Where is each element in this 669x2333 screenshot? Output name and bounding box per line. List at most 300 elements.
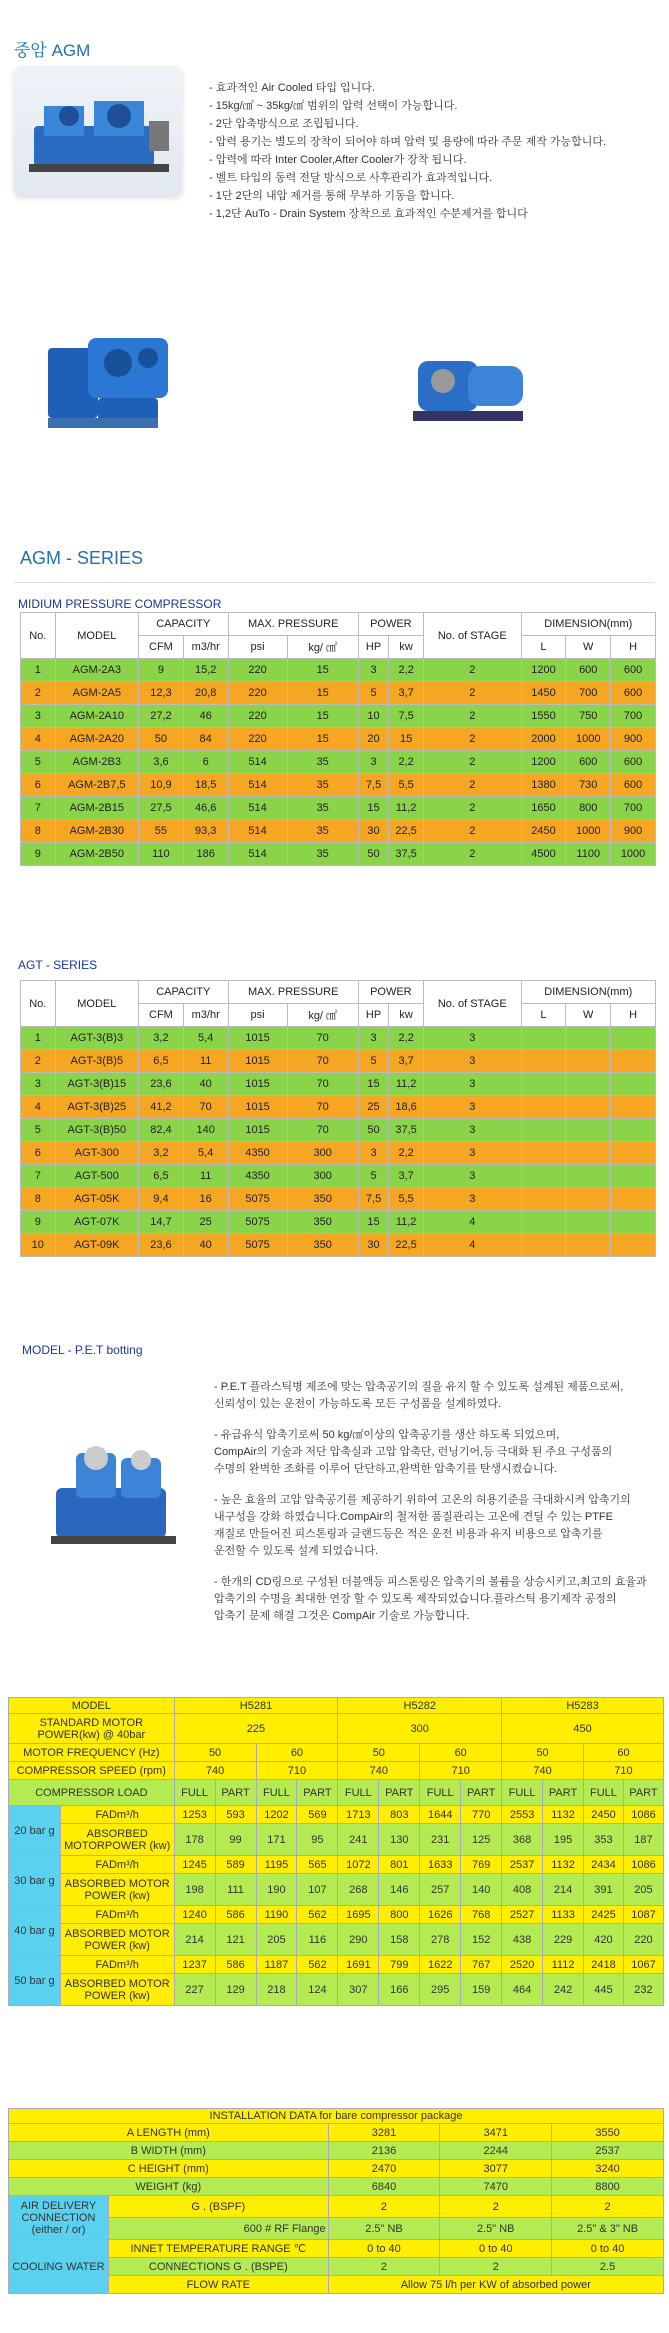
table-cell: 1: [21, 1027, 56, 1050]
absorbed-value: 146: [379, 1874, 420, 1906]
table-cell: 6,5: [139, 1165, 184, 1188]
air-row-value: 2.5" NB: [328, 2218, 440, 2240]
fad-value: 586: [215, 1956, 256, 1974]
table-cell: [611, 1234, 656, 1257]
pet-line: - 높은 효율의 고압 압축공기를 제공하기 위하여 고온의 허용기준을 극대화시켜 압축기의: [214, 1494, 631, 1506]
table-cell: [521, 1188, 566, 1211]
flow-label: FLOW RATE: [108, 2276, 328, 2294]
table-cell: 3: [423, 1188, 521, 1211]
table-cell: 27,5: [139, 797, 184, 820]
motor-power-value: 450: [502, 1714, 664, 1744]
table-cell: 5: [21, 1119, 56, 1142]
speed-value: 740: [174, 1762, 256, 1780]
table-cell: 3,6: [139, 751, 184, 774]
fad-value: 2520: [502, 1956, 543, 1974]
col-stage: No. of STAGE: [423, 981, 521, 1027]
absorbed-label: ABSORBED MOTOR POWER (kw): [60, 1874, 174, 1906]
absorbed-value: 121: [215, 1924, 256, 1956]
col-hp: HP: [358, 636, 389, 659]
table-cell: 600: [611, 682, 656, 705]
fad-value: 801: [379, 1856, 420, 1874]
fad-value: 1086: [623, 1806, 663, 1824]
install-row-value: 3077: [440, 2160, 552, 2178]
absorbed-value: 278: [420, 1924, 461, 1956]
table-cell: 2: [423, 797, 521, 820]
load-cell: PART: [461, 1780, 502, 1806]
pet-line: - 유급유식 압축기로써 50 kg/㎠이상의 압축공기를 생산 하도록 되었으며,: [214, 1429, 560, 1441]
table-cell: 5: [358, 682, 389, 705]
table-cell: 40: [183, 1234, 228, 1257]
table-cell: [521, 1142, 566, 1165]
table-cell: 5,4: [183, 1027, 228, 1050]
col-l: L: [521, 1004, 566, 1027]
cool-row-label: INNET TEMPERATURE RANGE ℃: [108, 2240, 328, 2258]
table-cell: 15: [287, 682, 358, 705]
model-label: MODEL: [9, 1698, 175, 1714]
flow-value: Allow 75 l/h per KW of absorbed power: [328, 2276, 663, 2294]
table-row: [21, 1050, 656, 1073]
table-cell: 16: [183, 1188, 228, 1211]
table-row: [21, 1211, 656, 1234]
table-cell: 220: [228, 728, 287, 751]
air-row-value: 2.5" NB: [440, 2218, 552, 2240]
table-cell: 2: [423, 659, 521, 682]
table-cell: 1200: [521, 659, 566, 682]
table-cell: 2: [21, 1050, 56, 1073]
fad-value: 1695: [338, 1906, 379, 1924]
fad-value: 2425: [584, 1906, 624, 1924]
table-cell: AGM-2B3: [55, 751, 138, 774]
absorbed-value: 190: [256, 1874, 297, 1906]
install-title: INSTALLATION DATA for bare compressor package: [9, 2109, 664, 2124]
table-cell: 11: [183, 1165, 228, 1188]
table-cell: [566, 1073, 611, 1096]
performance-table: [8, 1697, 664, 2006]
table-row: [21, 1119, 656, 1142]
col-kw: kw: [389, 636, 424, 659]
table-cell: 5075: [228, 1234, 287, 1257]
table-cell: [611, 1142, 656, 1165]
fad-value: 562: [297, 1956, 338, 1974]
compressor-image-right: [398, 326, 538, 444]
table-cell: 2: [423, 820, 521, 843]
model-h5282: H5282: [338, 1698, 502, 1714]
cool-row-value: 2: [328, 2258, 440, 2276]
table-cell: 4: [21, 728, 56, 751]
freq-value: 60: [420, 1744, 502, 1762]
table-cell: 600: [566, 659, 611, 682]
table-cell: 11: [183, 1050, 228, 1073]
freq-value: 60: [256, 1744, 338, 1762]
table-cell: 1015: [228, 1027, 287, 1050]
col-no: No.: [21, 613, 56, 659]
table-cell: AGT-500: [55, 1165, 138, 1188]
table-cell: 2,2: [389, 751, 424, 774]
table-cell: AGT-3(B)5: [55, 1050, 138, 1073]
table-cell: 1015: [228, 1119, 287, 1142]
table-cell: 18,6: [389, 1096, 424, 1119]
table-cell: [521, 1165, 566, 1188]
table-cell: 1100: [566, 843, 611, 866]
table-cell: 220: [228, 682, 287, 705]
fad-value: 1067: [623, 1956, 663, 1974]
table-cell: 20,8: [183, 682, 228, 705]
absorbed-value: 218: [256, 1974, 297, 2006]
table-cell: AGM-2B50: [55, 843, 138, 866]
table-cell: 35: [287, 820, 358, 843]
install-row-label: C HEIGHT (mm): [9, 2160, 329, 2178]
air-row-label: G . (BSPF): [108, 2196, 328, 2218]
table-cell: 84: [183, 728, 228, 751]
table-cell: 5: [21, 751, 56, 774]
absorbed-value: 124: [297, 1974, 338, 2006]
absorbed-value: 307: [338, 1974, 379, 2006]
table-cell: 3: [358, 1142, 389, 1165]
pet-line: - 한개의 CD링으로 구성된 더블액등 피스톤링은 압축기의 볼륨을 상승시키고,최고의 효율과: [214, 1576, 647, 1588]
pet-line: 재질로 만들어진 피스톤링과 글랜드등은 적은 운전 비용과 유지 비용으로 압축기를: [214, 1528, 603, 1540]
table-row: [21, 774, 656, 797]
bullet-item: - 15kg/㎠ ~ 35kg/㎠ 범위의 압력 선택이 가능합니다.: [209, 100, 458, 112]
table-cell: 1015: [228, 1073, 287, 1096]
col-psi: psi: [228, 1004, 287, 1027]
table-cell: [521, 1073, 566, 1096]
installation-table: [8, 2108, 664, 2294]
table-cell: 5,5: [389, 774, 424, 797]
speed-value: 710: [420, 1762, 502, 1780]
fad-value: 562: [297, 1906, 338, 1924]
col-pressure: MAX. PRESSURE: [228, 981, 358, 1004]
fad-label: FADm³/h: [60, 1856, 174, 1874]
speed-label: COMPRESSOR SPEED (rpm): [9, 1762, 175, 1780]
table-cell: 3: [21, 1073, 56, 1096]
table-cell: 3,2: [139, 1142, 184, 1165]
table-cell: 4: [423, 1234, 521, 1257]
absorbed-value: 99: [215, 1824, 256, 1856]
table-cell: [566, 1096, 611, 1119]
air-row-label: 600 # RF Flange: [108, 2218, 328, 2240]
table-cell: AGM-2A20: [55, 728, 138, 751]
load-cell: PART: [215, 1780, 256, 1806]
table-cell: 300: [287, 1142, 358, 1165]
table-cell: 35: [287, 797, 358, 820]
table-cell: AGM-2A5: [55, 682, 138, 705]
agt-series-title: AGT - SERIES: [18, 958, 98, 972]
table-cell: 50: [358, 843, 389, 866]
table-cell: 600: [566, 751, 611, 774]
absorbed-value: 242: [543, 1974, 584, 2006]
table-row: [21, 751, 656, 774]
table-cell: 2: [423, 682, 521, 705]
table-cell: 5: [358, 1165, 389, 1188]
absorbed-label: ABSORBED MOTOR POWER (kw): [60, 1924, 174, 1956]
table-cell: AGM-2A10: [55, 705, 138, 728]
fad-value: 565: [297, 1856, 338, 1874]
absorbed-value: 229: [543, 1924, 584, 1956]
install-row-value: 3281: [328, 2124, 440, 2142]
table-cell: 3,7: [389, 682, 424, 705]
table-cell: 220: [228, 705, 287, 728]
table-cell: 20: [358, 728, 389, 751]
table-cell: [566, 1165, 611, 1188]
table-row: [21, 1073, 656, 1096]
absorbed-value: 129: [215, 1974, 256, 2006]
fad-value: 2418: [584, 1956, 624, 1974]
table-row: [21, 682, 656, 705]
table-cell: 3: [358, 751, 389, 774]
table-cell: 1200: [521, 751, 566, 774]
load-cell: FULL: [174, 1780, 215, 1806]
table-row: [21, 1096, 656, 1119]
absorbed-value: 195: [543, 1824, 584, 1856]
col-l: L: [521, 636, 566, 659]
table-cell: 93,3: [183, 820, 228, 843]
table-cell: 900: [611, 820, 656, 843]
table-cell: 1: [21, 659, 56, 682]
table-row: [21, 659, 656, 682]
fad-value: 800: [379, 1906, 420, 1924]
pressure-group-label: 40 bar g: [9, 1906, 61, 1956]
col-pressure: MAX. PRESSURE: [228, 613, 358, 636]
table-cell: 514: [228, 774, 287, 797]
table-cell: 2000: [521, 728, 566, 751]
install-row-value: 7470: [440, 2178, 552, 2196]
col-capacity: CAPACITY: [139, 613, 229, 636]
col-model: MODEL: [55, 613, 138, 659]
fad-value: 589: [215, 1856, 256, 1874]
pet-line: 압축기의 수명을 최대한 연장 할 수 있도록 제작되었습니다.플라스틱 용기제작 공정의: [214, 1593, 617, 1605]
table-cell: 55: [139, 820, 184, 843]
table-cell: AGM-2B15: [55, 797, 138, 820]
table-cell: 37,5: [389, 843, 424, 866]
table-cell: 9: [21, 1211, 56, 1234]
agt-spec-table: [20, 980, 656, 1257]
table-cell: 4350: [228, 1142, 287, 1165]
pet-line: 내구성을 강화 하였습니다.CompAir의 철저한 품질관리는 고온에 견딜 수 있는 PTFE: [214, 1511, 613, 1523]
cool-row-value: 2: [440, 2258, 552, 2276]
absorbed-value: 152: [461, 1924, 502, 1956]
install-row-value: 3240: [552, 2160, 664, 2178]
table-cell: [521, 1119, 566, 1142]
col-cfm: CFM: [139, 636, 184, 659]
fad-value: 1132: [543, 1806, 584, 1824]
absorbed-value: 257: [420, 1874, 461, 1906]
fad-value: 1691: [338, 1956, 379, 1974]
table-cell: 1015: [228, 1050, 287, 1073]
table-cell: 2: [423, 705, 521, 728]
fad-value: 2527: [502, 1906, 543, 1924]
compressor-image-main: [14, 66, 182, 196]
absorbed-value: 464: [502, 1974, 543, 2006]
table-cell: 514: [228, 820, 287, 843]
install-row-value: 6840: [328, 2178, 440, 2196]
table-cell: 3: [423, 1073, 521, 1096]
table-cell: [611, 1119, 656, 1142]
table-cell: AGT-3(B)25: [55, 1096, 138, 1119]
col-dimension: DIMENSION(mm): [521, 613, 655, 636]
fad-value: 1132: [543, 1856, 584, 1874]
table-cell: 70: [287, 1050, 358, 1073]
install-row-value: 3550: [552, 2124, 664, 2142]
table-cell: 11,2: [389, 797, 424, 820]
speed-value: 710: [584, 1762, 664, 1780]
table-cell: 40: [183, 1073, 228, 1096]
table-cell: 4: [21, 1096, 56, 1119]
table-cell: 350: [287, 1211, 358, 1234]
pet-line: 신뢰성이 있는 운전이 가능하도록 모든 구성품을 설계하였다.: [214, 1398, 502, 1410]
absorbed-value: 420: [584, 1924, 624, 1956]
table-cell: 3: [423, 1119, 521, 1142]
absorbed-value: 290: [338, 1924, 379, 1956]
bullet-item: - 1,2단 AuTo - Drain System 장착으로 효과적인 수분제거를 합니다: [209, 208, 528, 220]
table-cell: 3: [423, 1142, 521, 1165]
fad-value: 1633: [420, 1856, 461, 1874]
table-row: [21, 1027, 656, 1050]
table-cell: 7: [21, 797, 56, 820]
table-cell: 900: [611, 728, 656, 751]
table-cell: 23,6: [139, 1234, 184, 1257]
cool-row-label: CONNECTIONS G . (BSPE): [108, 2258, 328, 2276]
table-cell: 514: [228, 843, 287, 866]
freq-value: 50: [338, 1744, 420, 1762]
table-cell: 2: [423, 774, 521, 797]
table-cell: 7,5: [358, 774, 389, 797]
table-cell: [611, 1165, 656, 1188]
table-row: [21, 1142, 656, 1165]
pet-line: 운전할 수 있도록 설계 되었습니다.: [214, 1545, 379, 1557]
fad-value: 799: [379, 1956, 420, 1974]
load-cell: PART: [543, 1780, 584, 1806]
absorbed-value: 140: [461, 1874, 502, 1906]
absorbed-value: 368: [502, 1824, 543, 1856]
table-cell: AGM-2A3: [55, 659, 138, 682]
table-cell: 700: [611, 797, 656, 820]
fad-value: 1086: [623, 1856, 663, 1874]
install-row-label: B WIDTH (mm): [9, 2142, 329, 2160]
table-cell: 600: [611, 659, 656, 682]
air-row-value: 2: [552, 2196, 664, 2218]
load-cell: FULL: [502, 1780, 543, 1806]
table-cell: 11,2: [389, 1211, 424, 1234]
table-cell: 23,6: [139, 1073, 184, 1096]
pet-compressor-image: [46, 1428, 186, 1563]
table-cell: 7: [21, 1165, 56, 1188]
table-cell: 11,2: [389, 1073, 424, 1096]
load-cell: FULL: [420, 1780, 461, 1806]
table-cell: 5075: [228, 1188, 287, 1211]
table-row: [21, 1188, 656, 1211]
absorbed-value: 198: [174, 1874, 215, 1906]
table-cell: 3: [358, 1027, 389, 1050]
col-no: No.: [21, 981, 56, 1027]
cool-row-value: 0 to 40: [440, 2240, 552, 2258]
fad-value: 1626: [420, 1906, 461, 1924]
table-cell: 186: [183, 843, 228, 866]
table-cell: AGM-2B7,5: [55, 774, 138, 797]
table-cell: 2,2: [389, 1142, 424, 1165]
absorbed-value: 111: [215, 1874, 256, 1906]
freq-value: 60: [584, 1744, 664, 1762]
table-cell: 2: [423, 843, 521, 866]
fad-value: 767: [461, 1956, 502, 1974]
table-cell: 15: [358, 1073, 389, 1096]
table-cell: AGT-05K: [55, 1188, 138, 1211]
absorbed-value: 130: [379, 1824, 420, 1856]
table-cell: 35: [287, 774, 358, 797]
table-cell: 140: [183, 1119, 228, 1142]
table-cell: [611, 1073, 656, 1096]
pet-line: - P.E.T 플라스틱병 제조에 맞는 압축공기의 질을 유지 할 수 있도록 설계된 제품으로써,: [214, 1381, 624, 1393]
col-capacity: CAPACITY: [139, 981, 229, 1004]
table-cell: AGT-07K: [55, 1211, 138, 1234]
table-cell: 10: [358, 705, 389, 728]
table-cell: 15: [287, 728, 358, 751]
col-dimension: DIMENSION(mm): [521, 981, 655, 1004]
motor-power-label: STANDARD MOTOR POWER(kw) @ 40bar: [9, 1714, 175, 1744]
speed-value: 740: [502, 1762, 584, 1780]
table-row: [21, 843, 656, 866]
table-cell: [611, 1211, 656, 1234]
pressure-group-label: 50 bar g: [9, 1956, 61, 2006]
table-cell: 15: [287, 705, 358, 728]
table-cell: 2: [423, 728, 521, 751]
absorbed-label: ABSORBED MOTORPOWER (kw): [60, 1824, 174, 1856]
install-row-value: 8800: [552, 2178, 664, 2196]
pet-line: CompAir의 기술과 저단 압축실과 고압 압축단, 런닝기어,등 극대화 된 주요 구성품의: [214, 1446, 613, 1458]
absorbed-value: 214: [174, 1924, 215, 1956]
fad-value: 1237: [174, 1956, 215, 1974]
col-psi: psi: [228, 636, 287, 659]
table-cell: 600: [611, 751, 656, 774]
table-cell: 30: [358, 820, 389, 843]
table-cell: 70: [287, 1027, 358, 1050]
air-row-value: 2.5" & 3" NB: [552, 2218, 664, 2240]
fad-value: 1253: [174, 1806, 215, 1824]
page-title: 중암 AGM: [14, 41, 91, 60]
fad-value: 1072: [338, 1856, 379, 1874]
table-cell: 1380: [521, 774, 566, 797]
table-cell: 1550: [521, 705, 566, 728]
table-cell: AGT-09K: [55, 1234, 138, 1257]
table-cell: 3: [423, 1165, 521, 1188]
col-stage: No. of STAGE: [423, 613, 521, 659]
table-cell: 14,7: [139, 1211, 184, 1234]
table-cell: 7,5: [389, 705, 424, 728]
col-hp: HP: [358, 1004, 389, 1027]
table-cell: 18,5: [183, 774, 228, 797]
air-delivery-label: AIR DELIVERY CONNECTION (either / or): [9, 2196, 109, 2240]
table-cell: 600: [611, 774, 656, 797]
table-cell: 8: [21, 1188, 56, 1211]
fad-value: 1190: [256, 1906, 297, 1924]
col-power: POWER: [358, 981, 423, 1004]
table-cell: 15: [389, 728, 424, 751]
bullet-item: - 벨트 타입의 동력 전달 방식으로 사후관리가 효과적입니다.: [209, 172, 493, 184]
pressure-group-label: 20 bar g: [9, 1806, 61, 1856]
table-cell: 25: [358, 1096, 389, 1119]
install-row-value: 2470: [328, 2160, 440, 2178]
table-row: [21, 705, 656, 728]
table-cell: 700: [611, 705, 656, 728]
col-w: W: [566, 1004, 611, 1027]
table-cell: 110: [139, 843, 184, 866]
table-cell: 350: [287, 1234, 358, 1257]
table-cell: 3: [21, 705, 56, 728]
load-label: COMPRESSOR LOAD: [9, 1780, 175, 1806]
table-cell: 9,4: [139, 1188, 184, 1211]
table-cell: [521, 1211, 566, 1234]
table-cell: [611, 1188, 656, 1211]
table-cell: 3: [358, 659, 389, 682]
